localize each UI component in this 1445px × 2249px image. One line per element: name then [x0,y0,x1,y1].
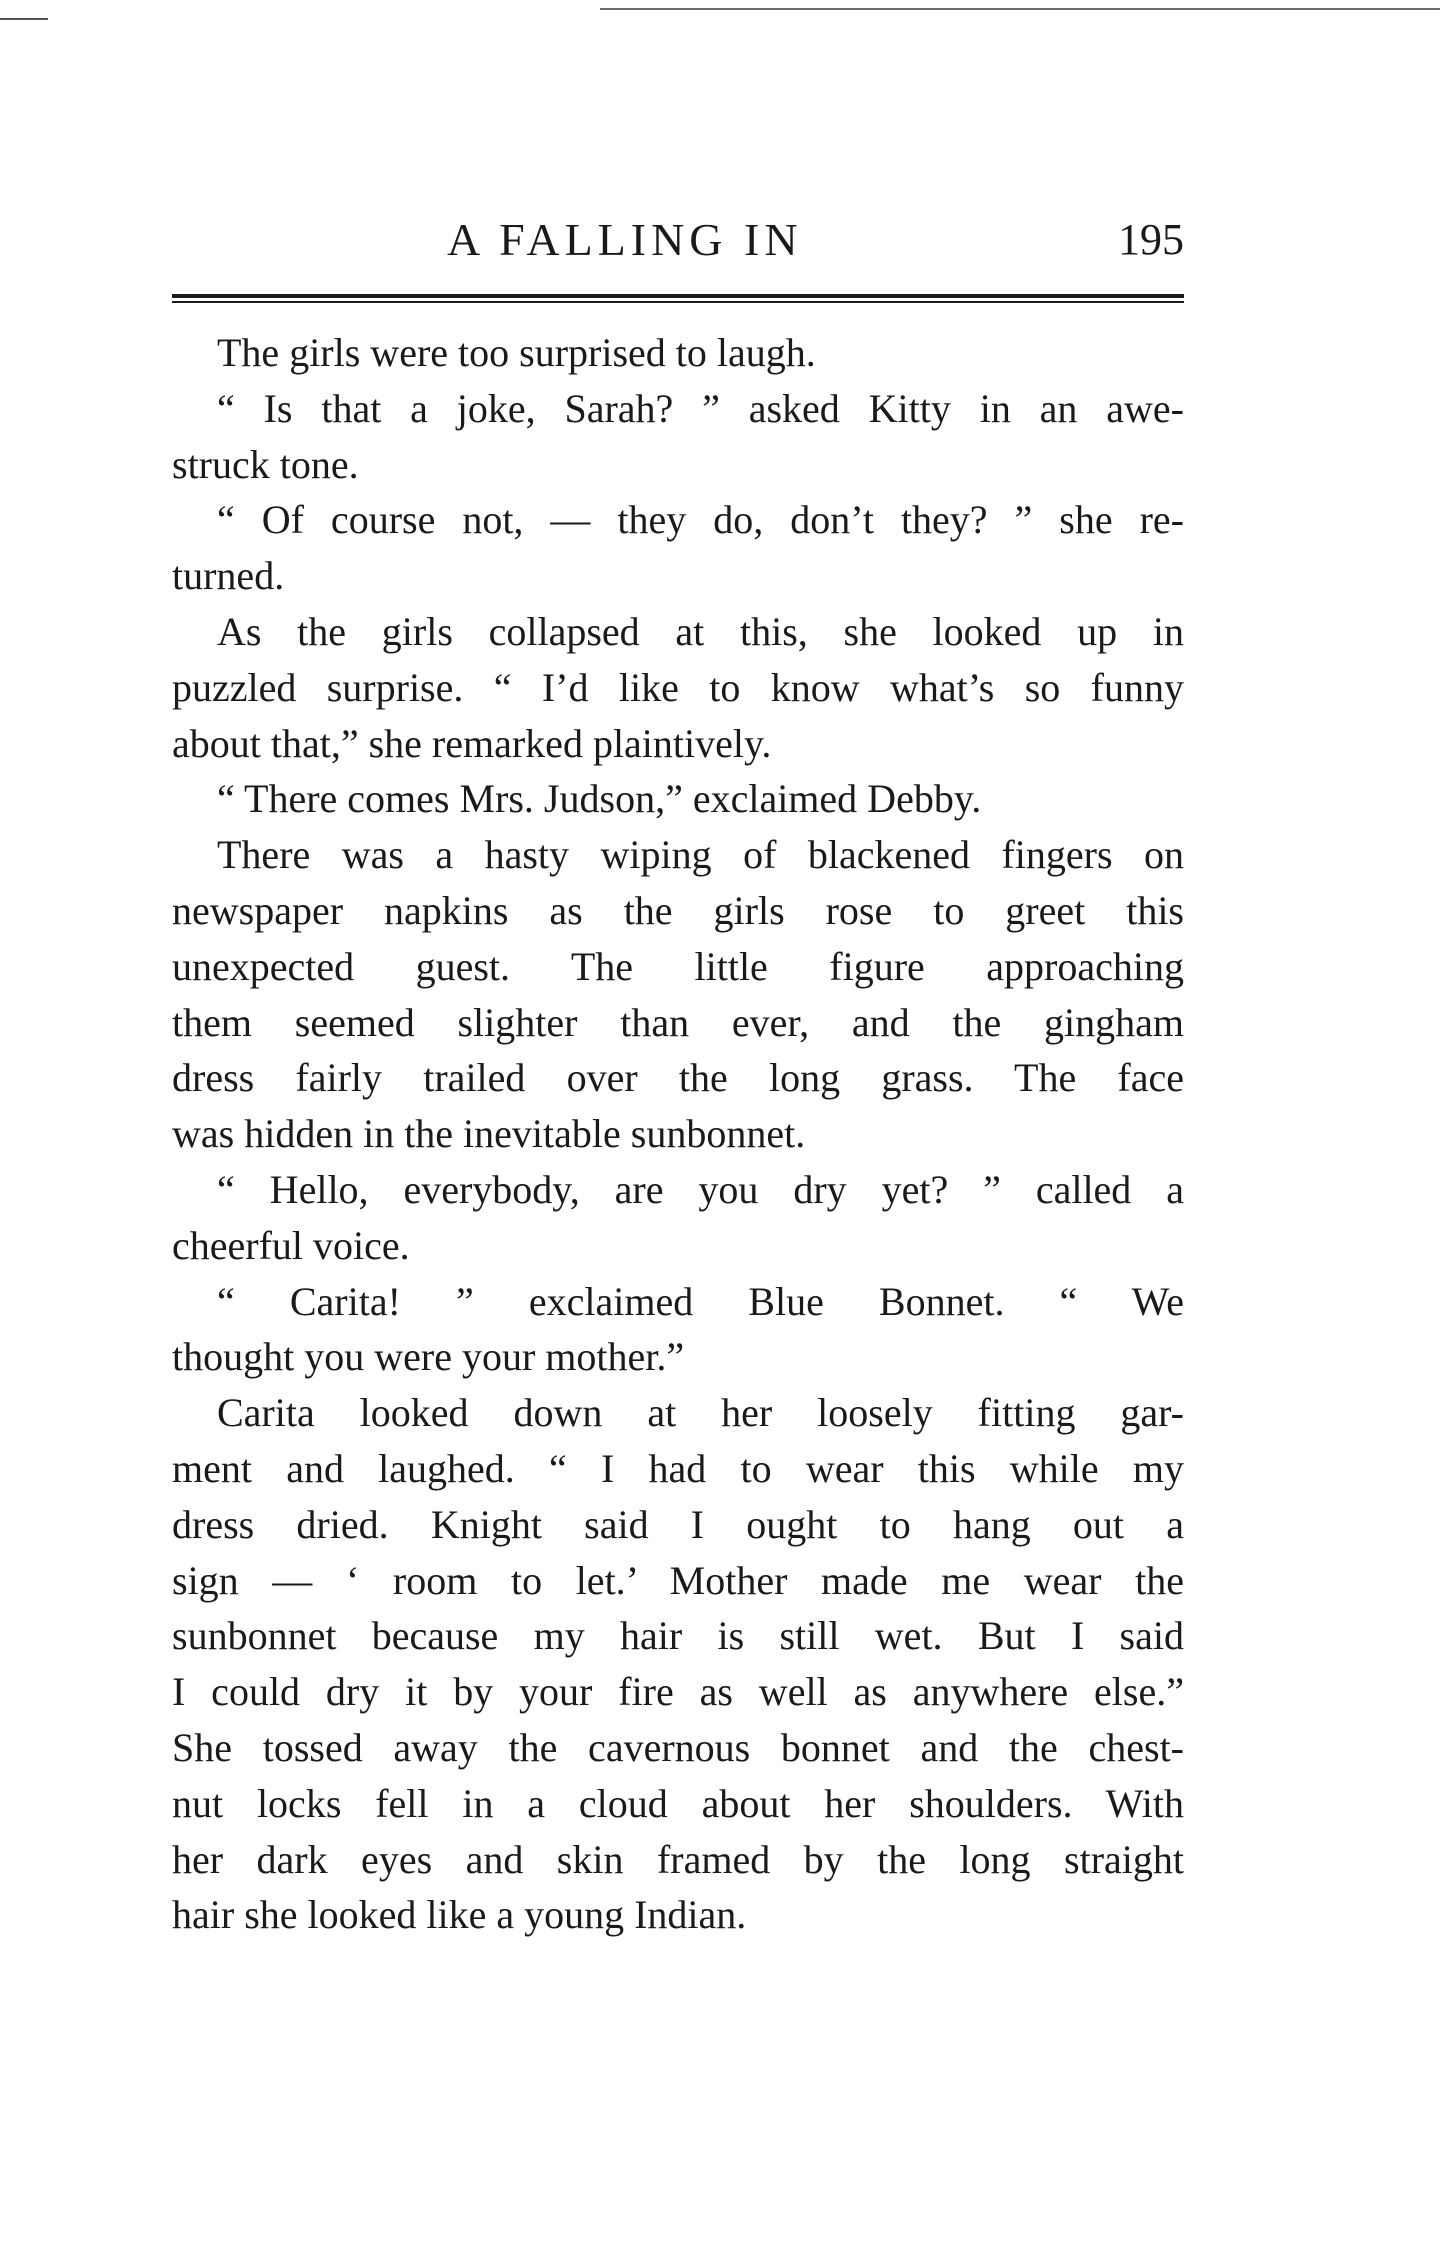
text-line: hair she looked like a young Indian. [172,1892,747,1938]
text-line: newspaper napkins as the girls rose to greet this [172,887,1184,933]
header-double-rule [172,294,1184,303]
page-number: 195 [1118,215,1184,264]
text-line: Carita looked down at her loosely fitting gar- [217,1390,1184,1436]
text-line: The girls were too surprised to laugh. [217,330,816,375]
text-line: puzzled surprise. “ I’d like to know what’s so funny [172,664,1184,710]
text-line: struck tone. [172,441,359,487]
text-line: thought you were your mother.” [172,1334,685,1380]
chapter-title: A FALLING IN [447,214,803,265]
text-line: nut locks fell in a cloud about her shoulders. With [172,1780,1184,1826]
text-line: “ Of course not, — they do, don’t they? ” she re- [217,497,1184,543]
text-line: I could dry it by your fire as well as anywhere else.” [172,1669,1184,1715]
text-line: them seemed slighter than ever, and the gingham [172,999,1184,1045]
text-line: dress fairly trailed over the long grass. The face [172,1055,1184,1101]
scan-edge-rule [600,8,1440,10]
text-line: “ There comes Mrs. Judson,” exclaimed Debby. [217,776,982,822]
body-text [172,325,1184,1943]
book-page [172,210,1184,1943]
text-line: unexpected guest. The little figure approaching [172,943,1184,989]
text-line: “ Is that a joke, Sarah? ” asked Kitty in an awe- [217,385,1184,431]
text-line: “ Carita! ” exclaimed Blue Bonnet. “ We [217,1278,1184,1324]
running-head [172,210,1184,280]
text-line: was hidden in the inevitable sunbonnet. [172,1111,806,1157]
text-line: turned. [172,553,285,599]
text-line: sunbonnet because my hair is still wet. But I said [172,1613,1184,1659]
text-line: ment and laughed. “ I had to wear this while my [172,1445,1184,1491]
text-line: cheerful voice. [172,1222,410,1268]
text-line: about that,” she remarked plaintively. [172,720,772,766]
text-line: As the girls collapsed at this, she looked up in [217,608,1184,654]
text-line: her dark eyes and skin framed by the long straight [172,1836,1184,1882]
text-line: dress dried. Knight said I ought to hang out a [172,1501,1184,1547]
text-line: There was a hasty wiping of blackened fingers on [217,832,1184,878]
text-line: She tossed away the cavernous bonnet and the chest- [172,1724,1184,1770]
text-line: “ Hello, everybody, are you dry yet? ” called a [217,1166,1184,1212]
text-line: sign — ‘ room to let.’ Mother made me wear the [172,1557,1184,1603]
scan-edge-mark [0,18,48,20]
